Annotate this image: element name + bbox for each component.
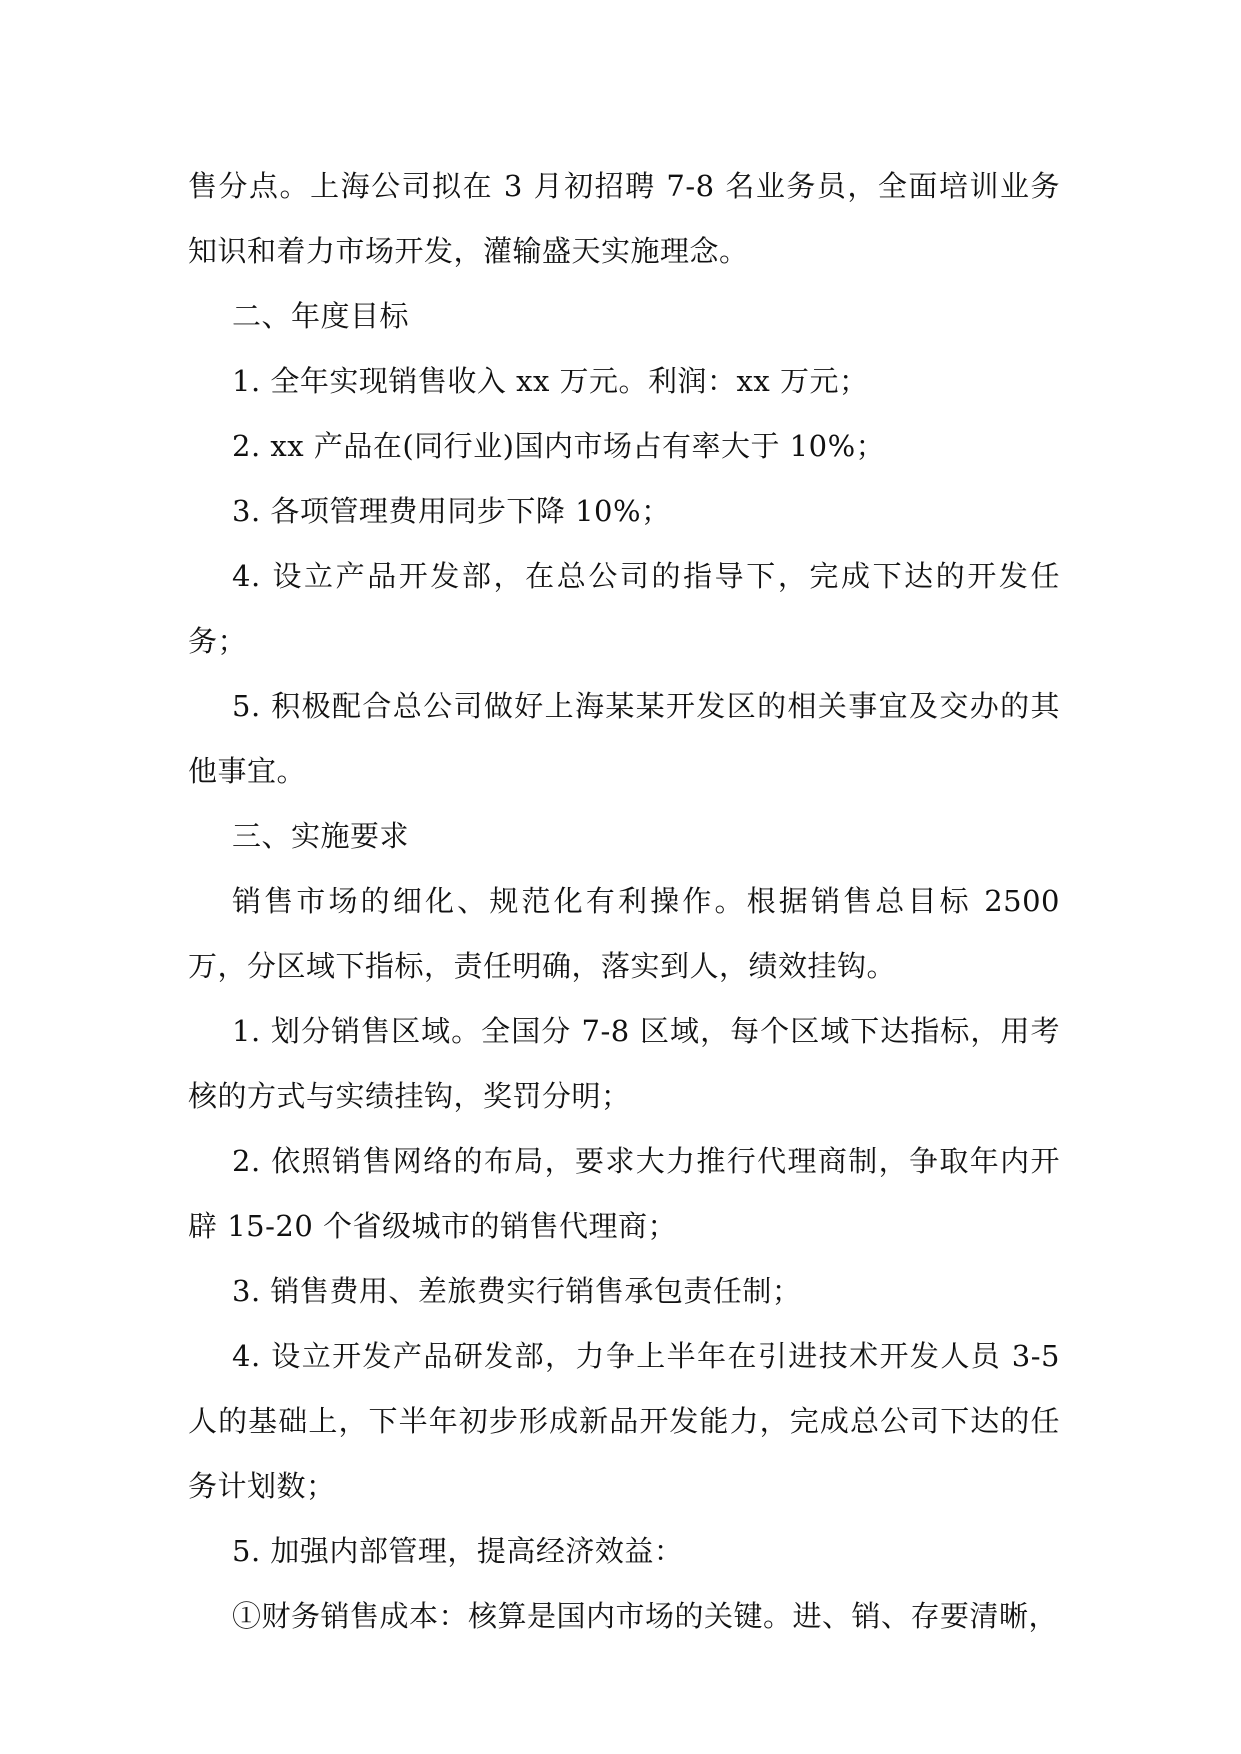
requirement-item-4: 4. 设立开发产品研发部，力争上半年在引进技术开发人员 3-5 人的基础上，下半年初步形成新品开发能力，完成总公司下达的任务计划数； — [188, 1339, 1060, 1503]
goal-item-2: 2. xx 产品在(同行业)国内市场占有率大于 10%； — [232, 429, 886, 463]
requirement-subitem-1: ①财务销售成本：核算是国内市场的关键。进、销、存要清晰， — [232, 1599, 1059, 1633]
implementation-intro: 销售市场的细化、规范化有利操作。根据销售总目标 2500 万，分区域下指标，责任明确，落实到人，绩效挂钩。 — [188, 884, 1060, 983]
requirement-item-2: 2. 依照销售网络的布局，要求大力推行代理商制，争取年内开辟 15-20 个省级城市的销售代理商； — [188, 1144, 1060, 1243]
requirement-item-5: 5. 加强内部管理，提高经济效益： — [232, 1534, 684, 1568]
goal-item-1: 1. 全年实现销售收入 xx 万元。利润：xx 万元； — [232, 364, 869, 398]
goal-item-3: 3. 各项管理费用同步下降 10%； — [232, 494, 671, 528]
paragraph-1: 售分点。上海公司拟在 3 月初招聘 7-8 名业务员，全面培训业务知识和着力市场开发，灌输盛天实施理念。 — [188, 169, 1060, 268]
requirement-item-3: 3. 销售费用、差旅费实行销售承包责任制； — [232, 1274, 802, 1308]
requirement-item-1: 1. 划分销售区域。全国分 7-8 区域，每个区域下达指标，用考核的方式与实绩挂钩，奖罚分明； — [188, 1014, 1060, 1113]
section-heading-annual-goals: 二、年度目标 — [232, 299, 410, 333]
document-body — [188, 154, 1060, 1649]
section-heading-implementation: 三、实施要求 — [232, 819, 410, 853]
goal-item-4: 4. 设立产品开发部，在总公司的指导下，完成下达的开发任务； — [188, 559, 1060, 658]
goal-item-5: 5. 积极配合总公司做好上海某某开发区的相关事宜及交办的其他事宜。 — [188, 689, 1060, 788]
